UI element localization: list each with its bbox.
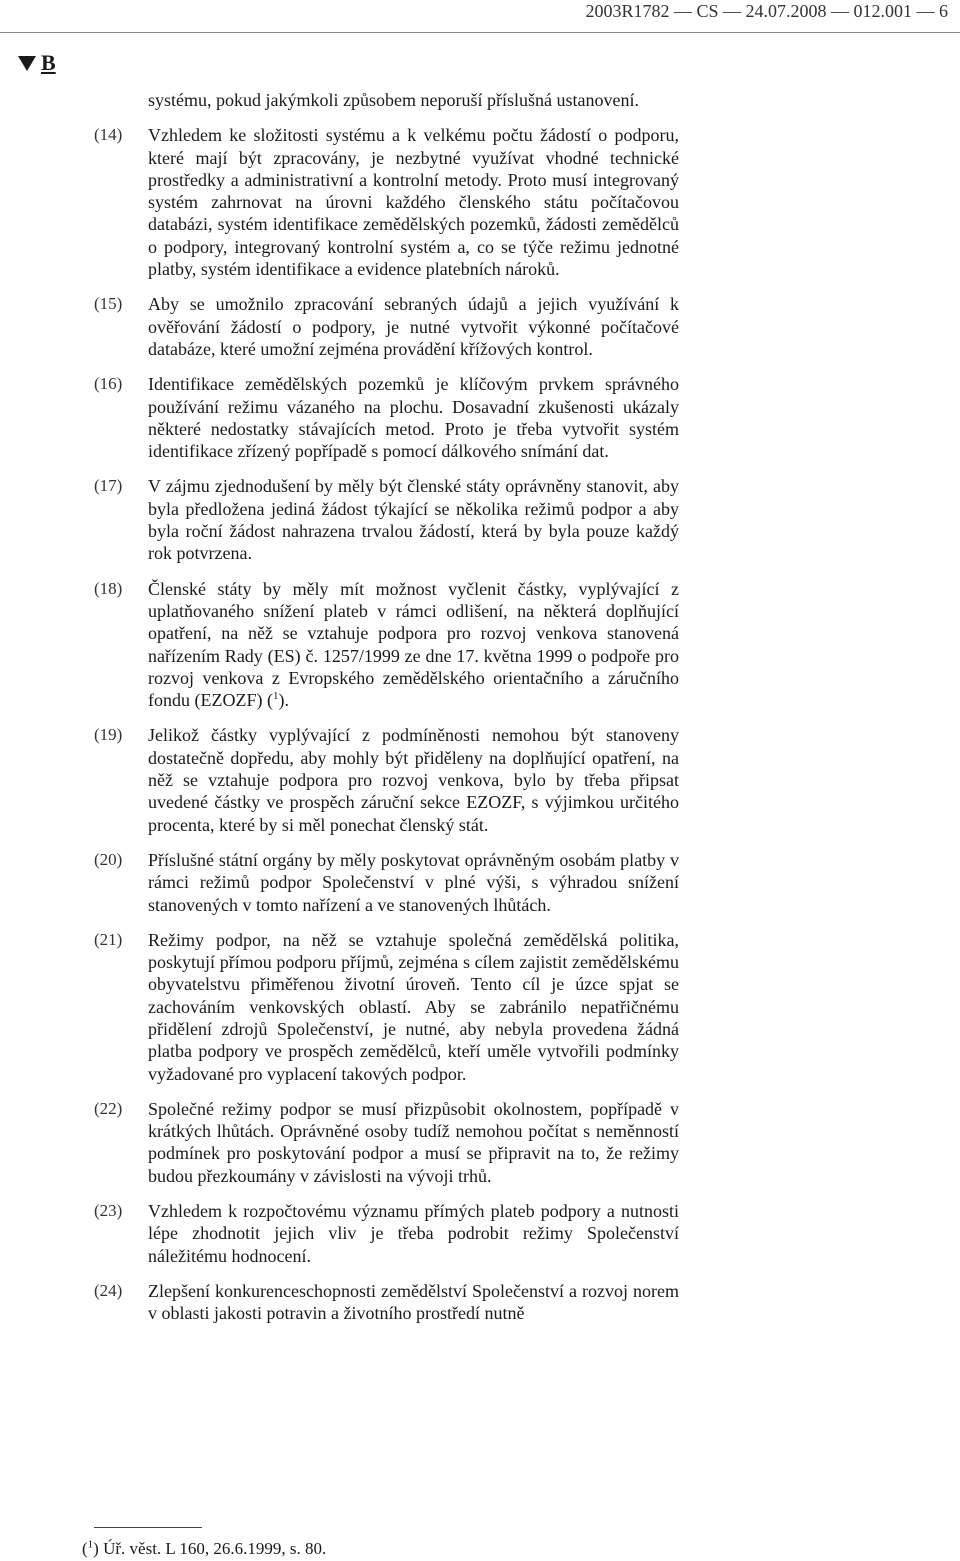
recital-19 [0,724,960,835]
recital-text: Vzhledem ke složitosti systému a k velkému počtu žádostí o podporu, které mají být zpracovány, je nezbytné využívat vhodné technické prostředky a administrativní a kontrolní metody. Proto musí integrovaný systém zahrnovat na úrovni každého členského státu počítačovou databázi, systém identifikace zemědělských pozemků, žádosti zemědělců o podpory, integrovaný kontrolní systém a, co se týče režimu jednotné platby, systém identifikace a evidence platebních nároků. [148,125,679,280]
recital-16 [0,373,960,462]
recital-21 [0,929,960,1085]
triangle-down-icon [18,56,36,71]
recital-number: (20) [94,849,123,869]
recital-20 [0,849,960,916]
footnote-rule [94,1527,202,1528]
amendment-marker-letter: B [41,50,56,75]
recital-number: (16) [94,374,123,394]
footnote-open-paren: ( [82,1539,88,1558]
recital-text-tail: ). [278,690,289,711]
recital-number: (15) [94,294,123,314]
amendment-marker [18,50,56,76]
recital-number: (23) [94,1201,123,1221]
recital-23 [0,1200,960,1267]
recital-18 [0,578,960,712]
recital-text: Společné režimy podpor se musí přizpůsobit okolnostem, popřípadě v krátkých lhůtách. Oprávněné osoby tudíž nemohou počítat s neměnností podmínek pro poskytování podpor a musí se připravit na to, že režimy budou přezkoumány v závislosti na vývoji trhů. [148,1098,679,1186]
recital-text: Aby se umožnilo zpracování sebraných údajů a jejich využívání k ověřování žádostí o podpory, je nutné vytvořit výkonné počítačové databáze, které umožní zejména provádění křížových kontrol. [148,294,679,359]
footnote-number: 1 [87,1538,94,1551]
header-rule [0,32,960,33]
recital-text: Režimy podpor, na něž se vztahuje společná zemědělská politika, poskytují přímou podporu příjmů, zejména s cílem zajistit zemědělskému obyvatelstvu přiměřenou životní úroveň. Tento cíl je úzce spjat se zachováním venkovských oblastí. Aby se zabránilo nepatřičnému přidělení zdrojů Společenství, je nutné, aby nebyla provedena žádná platba podpory ve prospěch zemědělců, kteří uměle vytvořili podmínky vyžadované pro vyplacení takových podpor. [148,929,679,1084]
recital-text [148,578,679,712]
recital-22 [0,1098,960,1187]
recital-17 [0,475,960,564]
recital-14 [0,124,960,280]
recital-number: (21) [94,929,123,949]
recital-number: (18) [94,578,123,598]
recital-text-main: Členské státy by měly mít možnost vyčlenit částky, vyplývající z uplatňovaného snížení plateb v rámci odlišení, na některá doplňující opatření, na něž se vztahuje podpora pro rozvoj venkova stanovená nařízením Rady (ES) č. 1257/1999 ze dne 17. května 1999 o podpoře pro rozvoj venkova z Evropského zemědělského orientačního a záručního fondu (EZOZF) ( [148,578,679,711]
recital-text: systému, pokud jakýmkoli způsobem neporuší příslušná ustanovení. [148,90,639,110]
footnote [82,1539,326,1559]
recital-text: V zájmu zjednodušení by měly být členské státy oprávněny stanovit, aby byla předložena jediná žádost týkající se několika režimů podpor a aby byla roční žádost nahrazena trvalou žádostí, která by byla pouze každý rok potvrzena. [148,476,679,564]
recital-text: Jelikož částky vyplývající z podmíněnosti nemohou být stanoveny dostatečně dopředu, aby mohly být přiděleny na doplňující opatření, na něž se vztahuje podpora pro rozvoj venkova, bylo by třeba připsat uvedené částky ve prospěch záruční sekce EZOZF, s výjimkou určitého procenta, které by si měl ponechat členský stát. [148,725,679,835]
recital-number: (14) [94,125,123,145]
recital-text: Zlepšení konkurenceschopnosti zemědělství Společenství a rozvoj norem v oblasti jakosti potravin a životního prostředí nutně [148,1280,679,1324]
recital-24 [0,1280,960,1325]
recital-15 [0,293,960,360]
recital-number: (17) [94,476,123,496]
recital-text: Vzhledem k rozpočtovému významu přímých plateb podpory a nutnosti lépe zhodnotit jejich vliv je třeba podrobit režimy Společenství náležitému hodnocení. [148,1201,679,1266]
recital-number: (22) [94,1098,123,1118]
recitals-body [0,89,960,1338]
footnote-text: Úř. věst. L 160, 26.6.1999, s. 80. [103,1539,327,1558]
recital-continuation [0,89,960,111]
footnote-close-paren: ) [93,1539,99,1558]
recital-number: (19) [94,725,123,745]
recital-number: (24) [94,1280,123,1300]
running-header: 2003R1782 — CS — 24.07.2008 — 012.001 — 6 [585,1,948,21]
recital-text: Identifikace zemědělských pozemků je klíčovým prvkem správného používání režimu vázaného na plochu. Dosavadní zkušenosti ukázaly některé nedostatky stávajících metod. Proto je třeba vytvořit systém identifikace zřízený popřípadě s pomocí dálkového snímání dat. [148,374,679,462]
footnote-reference[interactable]: 1 [272,690,279,703]
recital-text: Příslušné státní orgány by měly poskytovat oprávněným osobám platby v rámci režimů podpor Společenství v plné výši, s výhradou snížení stanovených v tomto nařízení a ve stanovených lhůtách. [148,849,679,915]
